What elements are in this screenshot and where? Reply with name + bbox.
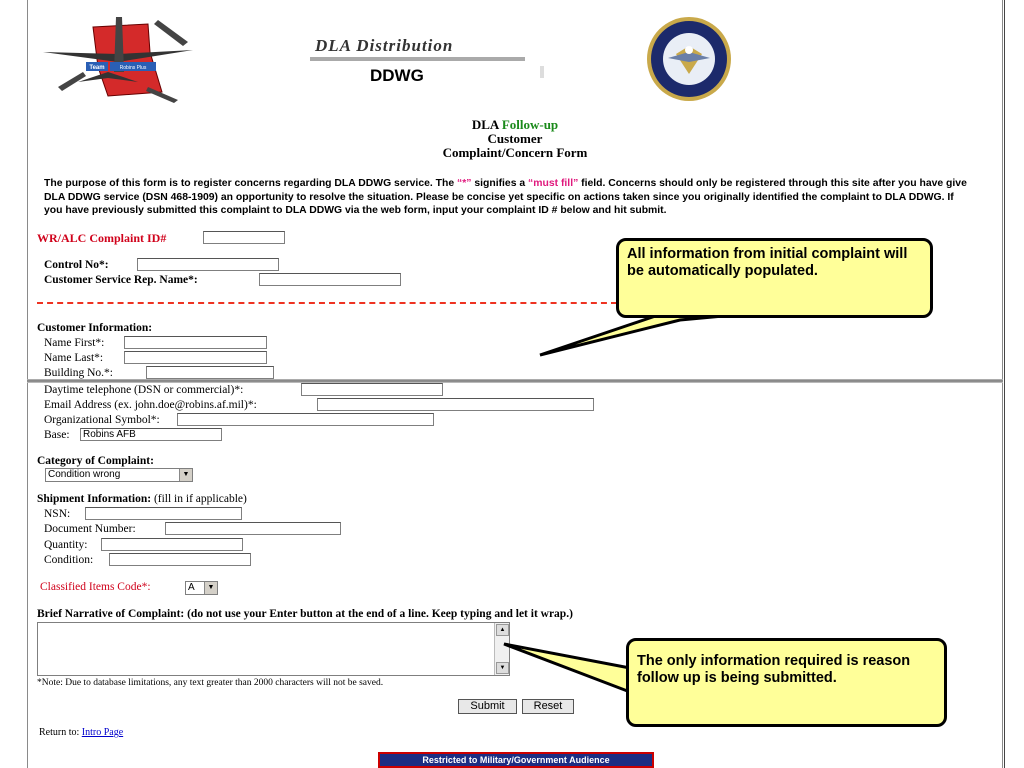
complaint-id-input[interactable] bbox=[203, 231, 285, 244]
classified-label: Classified Items Code*: bbox=[40, 581, 151, 593]
return-row bbox=[39, 727, 123, 738]
form-title-line3: Complaint/Concern Form bbox=[442, 145, 588, 160]
callout-bottom: The only information required is reason follow up is being submitted. bbox=[626, 638, 947, 727]
intro-must-fill: “must fill” bbox=[528, 178, 579, 189]
form-title-followup: Follow-up bbox=[501, 117, 559, 132]
name-first-label: Name First*: bbox=[44, 337, 105, 349]
intro-star: “*” bbox=[457, 178, 472, 189]
header-subtitle: DDWG bbox=[370, 66, 424, 85]
rep-name-input[interactable] bbox=[259, 273, 401, 286]
chevron-down-icon[interactable]: ▼ bbox=[204, 582, 217, 594]
base-input[interactable]: Robins AFB bbox=[80, 428, 222, 441]
narrative-note: *Note: Due to database limitations, any text greater than 2000 characters will not be saved. bbox=[37, 678, 384, 688]
intro-page-link[interactable]: Intro Page bbox=[81, 727, 124, 738]
return-prefix: Return to: bbox=[39, 727, 80, 738]
intro-paragraph bbox=[44, 177, 974, 218]
building-label: Building No.*: bbox=[44, 367, 114, 379]
form-title bbox=[0, 118, 1024, 160]
scroll-down-icon[interactable]: ▼ bbox=[496, 662, 509, 674]
condition-input[interactable] bbox=[109, 553, 251, 566]
quantity-label: Quantity: bbox=[44, 539, 88, 551]
classified-select[interactable] bbox=[185, 581, 218, 595]
base-label: Base: bbox=[44, 429, 70, 441]
form-title-line2: Customer bbox=[487, 131, 543, 146]
condition-label: Condition: bbox=[44, 554, 94, 566]
customer-info-heading: Customer Information: bbox=[37, 322, 153, 334]
intro-text-1: The purpose of this form is to register concerns regarding DLA DDWG service. The bbox=[44, 178, 458, 189]
submit-button[interactable]: Submit bbox=[458, 699, 517, 714]
name-last-label: Name Last*: bbox=[44, 352, 104, 364]
callout-bottom-pointer bbox=[500, 630, 640, 700]
classified-selected-value: A bbox=[188, 582, 195, 593]
logo-text-robins: Robins Plus bbox=[119, 65, 147, 71]
narrative-label: Brief Narrative of Complaint: (do not use your Enter button at the end of a line. Keep typing and let it wrap.) bbox=[37, 608, 573, 620]
form-title-prefix: DLA bbox=[471, 117, 499, 132]
header-mark bbox=[540, 66, 544, 78]
screenshot-divider bbox=[27, 379, 1003, 383]
intro-text-2: signifies a bbox=[471, 178, 529, 189]
complaint-id-label: WR/ALC Complaint ID# bbox=[37, 231, 167, 245]
phone-label: Daytime telephone (DSN or commercial)*: bbox=[44, 384, 244, 396]
intro-text-3: field. Concerns should only be registered through this site after you have give DLA DDWG service (DSN 468-1909) an opportunity to resolve the situation. Please be concise yet specific on actions taken since you originally identified the complaint to DLA DDWG. If you have previously submitted this complaint to DLA DDWG via the web form, input your complaint ID # below and hit submit. bbox=[44, 178, 967, 217]
header-underline bbox=[310, 57, 525, 61]
org-symbol-input[interactable] bbox=[177, 413, 434, 426]
phone-input[interactable] bbox=[301, 383, 443, 396]
restricted-banner: Restricted to Military/Government Audience bbox=[378, 752, 654, 768]
nsn-input[interactable] bbox=[85, 507, 242, 520]
callout-top: All information from initial complaint will be automatically populated. bbox=[616, 238, 933, 318]
building-input[interactable] bbox=[146, 366, 274, 379]
shipment-heading: Shipment Information: bbox=[37, 493, 152, 505]
quantity-input[interactable] bbox=[101, 538, 243, 551]
rep-name-label: Customer Service Rep. Name*: bbox=[44, 274, 198, 286]
narrative-textarea[interactable] bbox=[37, 622, 510, 676]
category-heading: Category of Complaint: bbox=[37, 455, 154, 467]
control-no-input[interactable] bbox=[137, 258, 279, 271]
control-no-label: Control No*: bbox=[44, 259, 109, 271]
reset-button[interactable]: Reset bbox=[522, 699, 574, 714]
category-select[interactable] bbox=[45, 468, 193, 482]
document-number-input[interactable] bbox=[165, 522, 341, 535]
org-symbol-label: Organizational Symbol*: bbox=[44, 414, 160, 426]
category-selected-value: Condition wrong bbox=[48, 469, 121, 480]
chevron-down-icon[interactable]: ▼ bbox=[179, 469, 192, 481]
right-edge-strip bbox=[1004, 0, 1024, 768]
form-title-line1 bbox=[0, 118, 1024, 132]
name-first-input[interactable] bbox=[124, 336, 267, 349]
nsn-label: NSN: bbox=[44, 508, 71, 520]
document-number-label: Document Number: bbox=[44, 523, 136, 535]
air-force-seal-icon bbox=[646, 16, 732, 102]
team-robins-logo bbox=[38, 12, 208, 104]
name-last-input[interactable] bbox=[124, 351, 267, 364]
email-label: Email Address (ex. john.doe@robins.af.mil)*: bbox=[44, 399, 257, 411]
scroll-up-icon[interactable]: ▲ bbox=[496, 624, 509, 636]
logo-text-team: Team bbox=[89, 65, 105, 71]
shipment-heading-note: (fill in if applicable) bbox=[153, 493, 247, 505]
header-org-title: DLA Distribution bbox=[315, 36, 454, 55]
email-input[interactable] bbox=[317, 398, 594, 411]
shipment-heading-row bbox=[37, 493, 247, 505]
